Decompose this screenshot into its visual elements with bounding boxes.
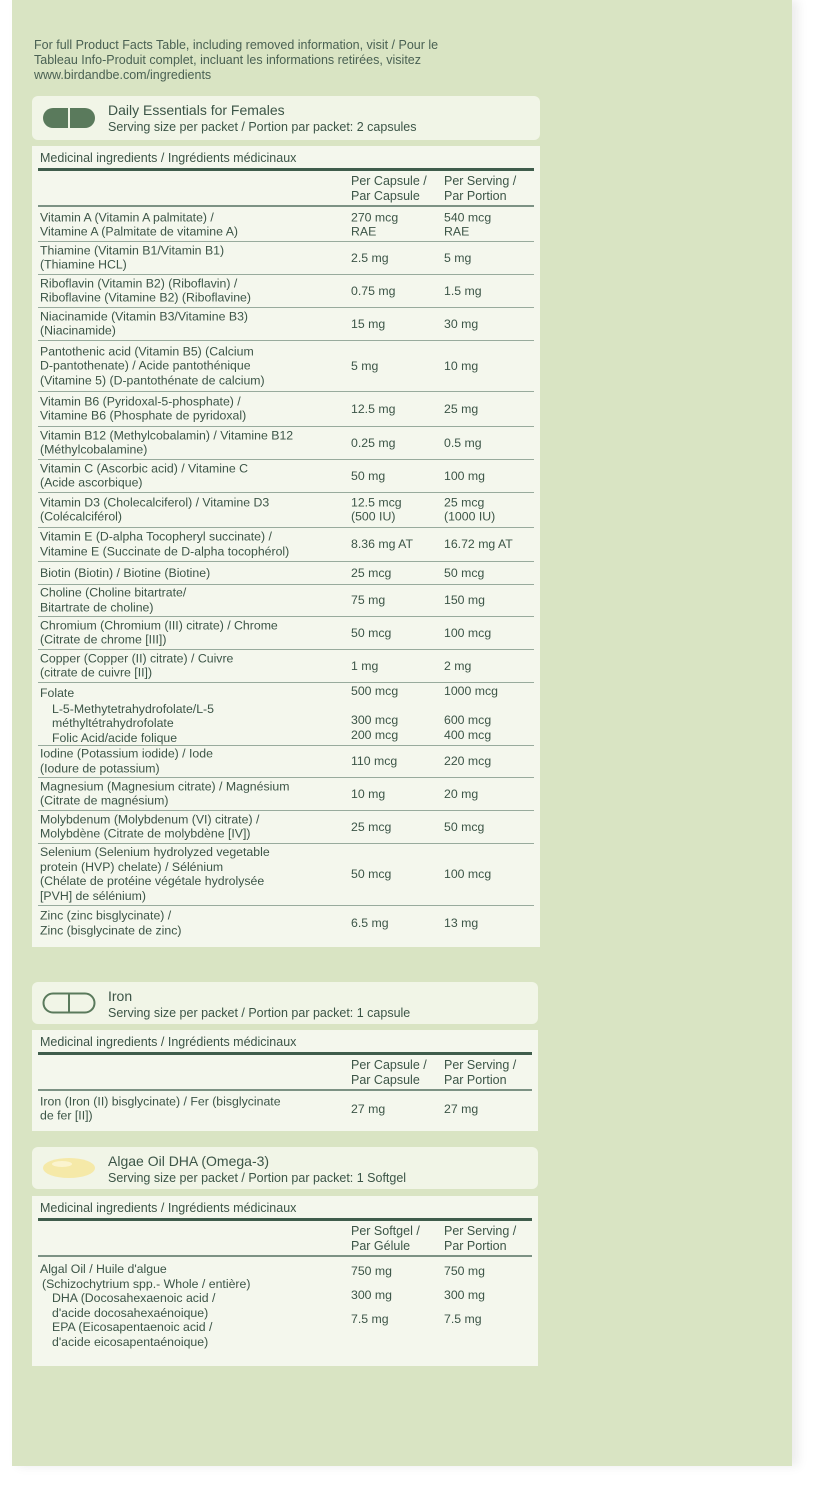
table-row (38, 274, 534, 308)
ingredient-line: Molybdenum (Molybdenum (VI) citrate) / (40, 812, 260, 826)
amount-line: 50 mcg (351, 625, 392, 640)
per-unit-header: Par Gélule (351, 1239, 411, 1253)
ingredient-name (40, 243, 224, 272)
per-serving-amount (444, 754, 491, 769)
ingredient-line: Biotin (Biotin) / Biotine (Biotine) (40, 565, 211, 580)
divider (38, 1089, 532, 1091)
table-row (38, 307, 534, 341)
amount-line: 13 mg (444, 915, 479, 930)
divider (38, 1052, 532, 1055)
intro-line-2: Tableau Info-Produit complet, incluant les informations retirées, visitez (34, 53, 421, 67)
amount-line (351, 699, 398, 714)
amount-line: 100 mcg (444, 866, 492, 881)
ingredient-name (40, 565, 210, 580)
ingredient-line: Zinc (zinc bisglycinate) / (40, 908, 172, 923)
ingredients-table-1 (32, 146, 540, 947)
section-title: Daily Essentials for Females (108, 102, 285, 118)
per-unit-amount (351, 565, 391, 580)
ingredient-line: Vitamin E (D-alpha Tocopheryl succinate) / (40, 529, 272, 544)
table-row (38, 616, 534, 650)
per-serving-amount (444, 1264, 485, 1336)
ingredients-table-2 (32, 1030, 538, 1131)
ingredient-line: Thiamine (Vitamin B1/Vitamin B1) (40, 243, 225, 257)
ingredient-line: Iodine (Potassium iodide) / Iode (40, 746, 213, 761)
amount-line: 27 mg (444, 1101, 479, 1116)
amount-line: (500 IU) (351, 509, 396, 524)
amount-line: 100 mcg (444, 625, 492, 640)
amount-line: 2.5 mg (351, 250, 389, 265)
per-unit-header: Per Softgel / (351, 1224, 420, 1238)
amount-line: 50 mcg (351, 866, 392, 881)
ingredient-name (40, 1262, 250, 1349)
serving-size: Serving size per packet / Portion par packet: 1 capsule (108, 1006, 411, 1020)
per-serving-header: Par Portion (444, 1073, 507, 1087)
serving-size: Serving size per packet / Portion par packet: 1 Softgel (108, 1171, 407, 1185)
ingredient-line: Riboflavine (Vitamine B2) (Riboflavine) (40, 290, 251, 305)
ingredient-line: Vitamin D3 (Cholecalciferol) / Vitamine D3 (40, 495, 270, 509)
table-row (38, 426, 534, 460)
per-unit-amount (351, 819, 391, 834)
ingredient-name (40, 586, 186, 615)
per-serving-header: Par Portion (444, 1239, 507, 1253)
per-unit-amount (351, 358, 378, 373)
per-serving-amount (444, 283, 482, 298)
per-unit-amount (351, 593, 385, 608)
table-row (38, 340, 534, 392)
softgel-icon (42, 1157, 96, 1184)
per-serving-amount (444, 786, 478, 801)
ingredient-line: (Citrate de magnésium) (40, 793, 169, 808)
per-serving-header: Per Serving / (444, 174, 517, 188)
amount-line: 16.72 mg AT (444, 536, 513, 551)
per-unit-amount (351, 625, 391, 640)
ingredient-name (40, 461, 248, 490)
table-row (38, 561, 534, 585)
amount-line: 100 mg (444, 468, 486, 483)
table-row (38, 777, 534, 811)
table-row (38, 745, 534, 778)
amount-line: 27 mg (351, 1101, 386, 1116)
amount-line: RAE (351, 224, 377, 239)
ingredient-line: D-pantothenate) / Acide pantothénique (40, 358, 251, 373)
section-title: Algae Oil DHA (Omega-3) (108, 1153, 270, 1169)
ingredient-line: Vitamin B12 (Methylcobalamin) / Vitamine B12 (40, 428, 294, 442)
ingredient-line: [PVH] de sélénium) (40, 888, 146, 903)
ingredient-line: Folate (40, 686, 75, 700)
ingredients-table-3 (32, 1196, 538, 1366)
ingredient-line: Vitamine B6 (Phosphate de pyridoxal) (40, 408, 247, 423)
divider (38, 205, 534, 207)
amount-line: 25 mg (444, 401, 479, 416)
ingredient-name (40, 779, 289, 808)
amount-line: 50 mg (351, 468, 386, 483)
ingredient-line: (Colécalciférol) (40, 509, 123, 524)
ingredient-line: Molybdène (Citrate de molybdène [IV]) (40, 826, 251, 841)
per-serving-amount (444, 658, 471, 673)
per-serving-header: Per Serving / (444, 1224, 517, 1238)
table-row (38, 649, 534, 683)
ingredient-name (40, 909, 181, 938)
ingredient-line: Choline (Choline bitartrate/ (40, 585, 187, 600)
amount-line: 5 mg (351, 358, 379, 373)
table-row (38, 682, 534, 746)
amount-line: 12.5 mcg (351, 495, 402, 509)
ingredient-line: (Vitamine 5) (D-pantothénate de calcium) (40, 372, 265, 387)
per-serving-amount (444, 316, 478, 331)
ingredient-line: Zinc (bisglycinate de zinc) (40, 923, 182, 937)
intro-line-1: For full Product Facts Table, including removed information, visit / Pour le (34, 38, 439, 52)
ingredient-line: Magnesium (Magnesium citrate) / Magnésium (40, 779, 290, 793)
per-unit-amount (351, 867, 391, 882)
per-serving-amount (444, 593, 485, 608)
per-unit-amount (351, 316, 385, 331)
ingredient-line: d'acide eicosapentaénoique) (52, 1334, 209, 1349)
ingredient-line: Folic Acid/acide folique (52, 730, 178, 745)
amount-line: 10 mg (351, 786, 386, 801)
per-unit-amount (351, 786, 385, 801)
ingredient-line: (Chélate de protéine végétale hydrolysée (40, 874, 265, 888)
per-unit-amount (351, 495, 402, 524)
per-serving-amount (444, 867, 491, 882)
amount-line: 200 mcg (351, 727, 399, 742)
ingredient-line: (Méthylcobalamine) (40, 442, 148, 457)
table-row (38, 1092, 532, 1125)
per-unit-amount (351, 1264, 392, 1336)
ingredient-name (40, 686, 214, 745)
per-serving-amount (444, 435, 482, 450)
per-unit-amount (351, 537, 413, 552)
amount-line: 150 mg (444, 592, 486, 607)
amount-line: 0.25 mg (351, 435, 396, 450)
intro-note (34, 38, 504, 83)
capsule-filled-icon (42, 107, 96, 134)
amount-line: 600 mcg (444, 713, 492, 727)
per-unit-amount (351, 468, 385, 483)
amount-line: 400 mcg (444, 727, 492, 742)
amount-line: 25 mcg (351, 565, 392, 580)
per-serving-amount (444, 401, 478, 416)
amount-line: 110 mcg (351, 753, 398, 768)
per-serving-amount (444, 684, 498, 742)
ingredient-name (40, 530, 289, 559)
table-row (38, 208, 534, 242)
amount-line: 0.5 mg (444, 435, 482, 450)
ingredient-line: DHA (Docosahexaenoic acid / (52, 1291, 216, 1305)
capsule-outline-icon (42, 992, 96, 1019)
per-serving-amount (444, 468, 485, 483)
amount-line (444, 699, 498, 714)
table-row (38, 492, 534, 528)
amount-line: 300 mg (351, 1288, 393, 1302)
ingredient-name (40, 618, 278, 647)
ingredient-name (40, 276, 251, 305)
ingredient-line: Vitamin C (Ascorbic acid) / Vitamine C (40, 461, 248, 475)
ingredient-line: protein (HVP) chelate) / Sélénium (40, 859, 224, 874)
ingredient-line: Riboflavin (Vitamin B2) (Riboflavin) / (40, 276, 238, 290)
amount-line: 30 mg (444, 316, 479, 331)
ingredient-line: Vitamine E (Succinate de D-alpha tocophérol) (40, 544, 290, 558)
amount-line: 50 mcg (444, 819, 485, 834)
ingredient-line: Copper (Copper (II) citrate) / Cuivre (40, 651, 234, 665)
table-row (38, 241, 534, 275)
ingredient-line: d'acide docosahexaénoique) (52, 1305, 209, 1320)
ingredient-name (40, 495, 269, 524)
ingredient-name (40, 747, 213, 776)
ingredient-line: EPA (Eicosapentaenoic acid / (52, 1320, 213, 1334)
per-serving-amount (444, 250, 471, 265)
amount-line: 500 mcg (351, 684, 399, 698)
amount-line: 0.75 mg (351, 283, 396, 298)
per-unit-header: Par Capsule (351, 189, 420, 203)
amount-line: 300 mg (444, 1288, 486, 1302)
ingredient-line: Vitamin B6 (Pyridoxal-5-phosphate) / (40, 394, 241, 408)
table-row (38, 584, 534, 617)
amount-line: 20 mg (444, 786, 479, 801)
per-unit-amount (351, 283, 395, 298)
ingredient-name (40, 210, 238, 239)
amount-line: 540 mcg (444, 210, 492, 224)
amount-line: 15 mg (351, 316, 386, 331)
per-unit-amount (351, 684, 398, 742)
medicinal-ingredients-label: Medicinal ingredients / Ingrédients médicinaux (40, 1201, 297, 1215)
per-serving-amount (444, 916, 478, 931)
per-unit-header: Per Capsule / (351, 1058, 427, 1072)
ingredient-name (40, 812, 259, 841)
per-serving-amount (444, 358, 478, 373)
table-row (38, 905, 534, 941)
per-unit-amount (351, 916, 389, 931)
amount-line: 1 mg (351, 658, 379, 673)
ingredient-name (40, 428, 293, 457)
ingredient-line: Vitamin A (Vitamin A palmitate) / (40, 210, 214, 224)
per-unit-amount (351, 1101, 385, 1116)
medicinal-ingredients-label: Medicinal ingredients / Ingrédients médicinaux (40, 1035, 297, 1049)
table-row (38, 1258, 532, 1360)
per-serving-header: Per Serving / (444, 1058, 517, 1072)
per-unit-header: Par Capsule (351, 1073, 420, 1087)
divider (38, 168, 534, 171)
ingredient-line: Bitartrate de choline) (40, 600, 154, 614)
amount-line: 1.5 mg (444, 283, 482, 298)
per-unit-amount (351, 658, 378, 673)
amount-line: 7.5 mg (444, 1312, 482, 1326)
amount-line: 270 mcg (351, 210, 399, 224)
per-unit-amount (351, 250, 389, 265)
amount-line: (1000 IU) (444, 509, 496, 524)
ingredient-line: Niacinamide (Vitamin B3/Vitamine B3) (40, 309, 249, 323)
per-unit-amount (351, 435, 395, 450)
amount-line: 75 mg (351, 592, 386, 607)
amount-line: 10 mg (444, 358, 479, 373)
amount-line: 25 mcg (444, 495, 485, 509)
amount-line: 5 mg (444, 250, 472, 265)
ingredient-line: (Citrate de chrome [III]) (40, 632, 167, 647)
ingredient-line: Vitamine A (Palmitate de vitamine A) (40, 224, 238, 239)
ingredient-line: (Thiamine HCL) (40, 257, 127, 272)
per-serving-amount (444, 1101, 478, 1116)
amount-line: 300 mcg (351, 713, 399, 727)
ingredient-line: (Schizochytrium spp.- Whole / entière) (42, 1276, 251, 1291)
per-unit-amount (351, 401, 395, 416)
ingredient-line: Chromium (Chromium (III) citrate) / Chrome (40, 618, 278, 632)
amount-line: RAE (444, 224, 470, 239)
per-serving-amount (444, 819, 484, 834)
amount-line: 25 mcg (351, 819, 392, 834)
section-title: Iron (108, 988, 133, 1004)
ingredient-line: (citrate de cuivre [II]) (40, 665, 153, 680)
amount-line: 7.5 mg (351, 1312, 389, 1326)
per-serving-amount (444, 565, 484, 580)
ingredient-line: L-5-Methytetrahydrofolate/L-5 (52, 701, 214, 716)
ingredient-line: Pantothenic acid (Vitamin B5) (Calcium (40, 343, 254, 358)
per-serving-amount (444, 625, 491, 640)
divider (38, 1218, 532, 1221)
ingredient-line: Selenium (Selenium hydrolyzed vegetable (40, 845, 270, 859)
amount-line: 1000 mcg (444, 684, 499, 698)
per-serving-amount (444, 210, 491, 239)
amount-line: 12.5 mg (351, 401, 396, 416)
ingredient-name (40, 309, 248, 338)
table-row (38, 810, 534, 844)
ingredient-line: (Iodure de potassium) (40, 761, 160, 775)
ingredient-line: Iron (Iron (II) bisglycinate) / Fer (bisglycinate (40, 1094, 281, 1108)
ingredient-name (40, 344, 265, 388)
amount-line: 750 mg (351, 1264, 393, 1278)
amount-line: 220 mcg (444, 753, 492, 768)
per-unit-amount (351, 210, 398, 239)
ingredient-name (40, 394, 246, 423)
ingredient-line: de fer [II]) (40, 1108, 93, 1123)
medicinal-ingredients-label: Medicinal ingredients / Ingrédients médicinaux (40, 151, 297, 165)
per-serving-amount (444, 537, 513, 552)
ingredient-line: méthyltétrahydrofolate (52, 716, 174, 730)
serving-size: Serving size per packet / Portion par packet: 2 capsules (108, 120, 417, 134)
amount-line: 50 mcg (444, 565, 485, 580)
ingredient-line: (Acide ascorbique) (40, 475, 143, 490)
amount-line: 750 mg (444, 1264, 486, 1278)
ingredient-name (40, 1094, 281, 1123)
table-row (38, 391, 534, 427)
ingredient-name (40, 651, 233, 680)
table-row (38, 843, 534, 906)
intro-line-3: www.birdandbe.com/ingredients (34, 68, 212, 82)
table-row (38, 459, 534, 493)
ingredient-line: (Niacinamide) (40, 323, 116, 338)
per-serving-header: Par Portion (444, 189, 507, 203)
ingredient-name (40, 845, 270, 903)
section-header-2 (32, 982, 538, 1024)
per-unit-header: Per Capsule / (351, 174, 427, 188)
amount-line: 8.36 mg AT (351, 536, 413, 551)
section-header-1 (32, 96, 540, 140)
table-row (38, 527, 534, 562)
section-header-3 (32, 1147, 538, 1189)
ingredient-line: Algal Oil / Huile d'algue (40, 1262, 167, 1276)
per-serving-amount (444, 495, 495, 524)
amount-line: 6.5 mg (351, 915, 389, 930)
divider (38, 1255, 532, 1257)
per-unit-amount (351, 754, 397, 769)
amount-line: 2 mg (444, 658, 472, 673)
